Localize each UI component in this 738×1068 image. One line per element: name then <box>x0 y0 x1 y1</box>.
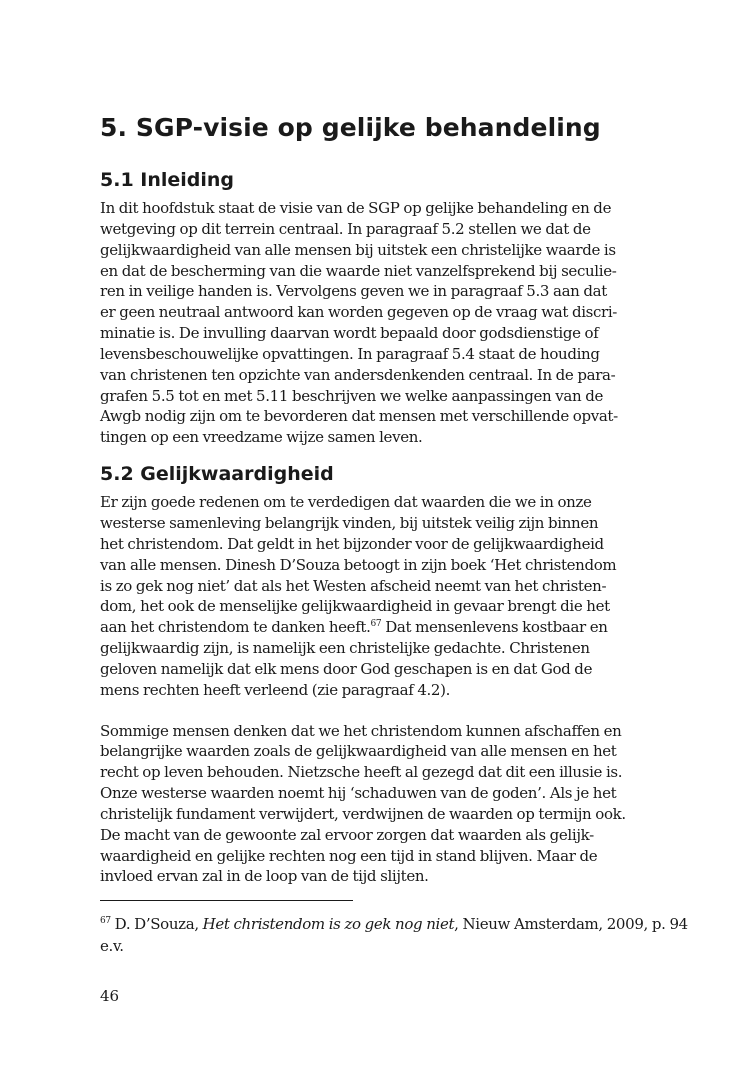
text-line: van alle mensen. Dinesh D’Souza betoogt in zijn boek ‘Het christendom <box>100 555 617 574</box>
text-line: gelijkwaardigheid van alle mensen bij uitstek een christelijke waarde is <box>100 240 616 259</box>
text-line: recht op leven behouden. Nietzsche heeft al gezegd dat dit een illusie is. <box>100 763 623 782</box>
text-line: invloed ervan zal in de loop van de tijd slijten. <box>100 867 429 886</box>
text-line: In dit hoofdstuk staat de visie van de SGP op gelijke behandeling en de <box>100 199 612 217</box>
text-line: De macht van de gewoonte zal ervoor zorgen dat waarden als gelijk- <box>100 825 594 844</box>
text-line: en dat de bescherming van die waarde niet vanzelfsprekend bij seculie- <box>100 261 617 280</box>
text-line: Awgb nodig zijn om te bevorderen dat mensen met verschillende opvat- <box>100 407 618 426</box>
text-line: dom, het ook de menselijke gelijkwaardigheid in gevaar brengt die het <box>100 597 610 616</box>
footnote-author: D. D’Souza, <box>110 915 203 934</box>
footnote-publication: , Nieuw Amsterdam, 2009, p. 94 <box>454 915 688 934</box>
footnote-line <box>100 913 688 935</box>
page-content <box>100 112 688 957</box>
section-heading-inleiding: 5.1 Inleiding <box>100 169 235 191</box>
footnote <box>100 913 688 957</box>
text-line: van christenen ten opzichte van andersdenkenden centraal. In de para- <box>100 365 616 384</box>
text-line: mens rechten heeft verleend (zie paragraaf 4.2). <box>100 680 451 699</box>
text-line: het christendom. Dat geldt in het bijzonder voor de gelijkwaardigheid <box>100 534 604 553</box>
text-line: Sommige mensen denken dat we het christendom kunnen afschaffen en <box>100 721 622 740</box>
text-line: minatie is. De invulling daarvan wordt bepaald door godsdienstige of <box>100 324 599 343</box>
chapter-title: 5. SGP-visie op gelijke behandeling <box>100 113 601 142</box>
footnote-reference[interactable]: 67 <box>370 619 382 630</box>
text-line: levensbeschouwelijke opvattingen. In paragraaf 5.4 staat de houding <box>100 344 600 363</box>
text-segment: Dat mensenlevens kostbaar en <box>381 618 608 637</box>
text-line: Er zijn goede redenen om te verdedigen dat waarden die we in onze <box>100 493 592 512</box>
text-line: er geen neutraal antwoord kan worden gegeven op de vraag wat discri- <box>100 303 618 322</box>
text-segment: aan het christendom te danken heeft. <box>100 618 371 637</box>
text-line-with-footnote <box>100 617 640 638</box>
paragraph-inleiding <box>100 198 640 448</box>
footnote-book-title: Het christendom is zo gek nog niet <box>202 915 455 934</box>
text-line: is zo gek nog niet’ dat als het Westen afscheid neemt van het christen- <box>100 576 607 595</box>
text-line: christelijk fundament verwijdert, verdwijnen de waarden op termijn ook. <box>100 804 626 823</box>
paragraph-gelijkwaardigheid-2 <box>100 721 640 888</box>
paragraph-gelijkwaardigheid-1 <box>100 492 640 700</box>
text-line: Onze westerse waarden noemt hij ‘schaduwen van de goden’. Als je het <box>100 784 617 803</box>
footnote-number: 67 <box>100 916 111 927</box>
text-line: westerse samenleving belangrijk vinden, bij uitstek veilig zijn binnen <box>100 513 599 532</box>
page-number: 46 <box>100 987 120 1005</box>
text-line: grafen 5.5 tot en met 5.11 beschrijven we welke aanpassingen van de <box>100 386 604 405</box>
text-line: tingen op een vreedzame wijze samen leven. <box>100 428 423 447</box>
text-line: ren in veilige handen is. Vervolgens geven we in paragraaf 5.3 aan dat <box>100 282 607 301</box>
section-heading-gelijkwaardigheid: 5.2 Gelijkwaardigheid <box>100 463 334 486</box>
footnote-continuation: e.v. <box>100 937 124 956</box>
text-line: belangrijke waarden zoals de gelijkwaardigheid van alle mensen en het <box>100 742 617 761</box>
footnote-divider <box>100 900 353 901</box>
text-line: waardigheid en gelijke rechten nog een tijd in stand blijven. Maar de <box>100 846 598 865</box>
text-line: wetgeving op dit terrein centraal. In paragraaf 5.2 stellen we dat de <box>100 219 591 238</box>
text-line: geloven namelijk dat elk mens door God geschapen is en dat God de <box>100 659 593 678</box>
text-line: gelijkwaardig zijn, is namelijk een christelijke gedachte. Christenen <box>100 639 590 658</box>
